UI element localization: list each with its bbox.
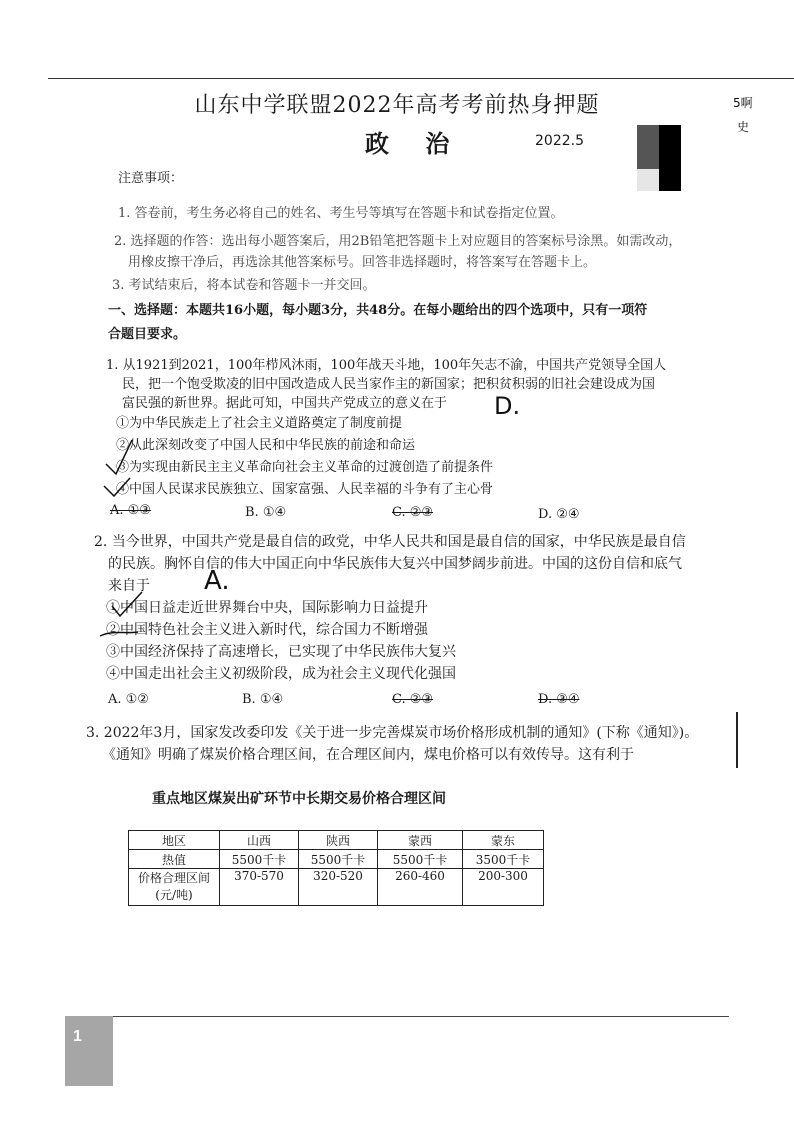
table-cell: 蒙东 bbox=[463, 831, 544, 850]
notice-item: 用橡皮擦干净后，再选涂其他答案标号。回答非选择题时，将答案写在答题卡上。 bbox=[128, 255, 597, 270]
table-row bbox=[129, 869, 544, 906]
q2-stem: 来自于 bbox=[108, 578, 150, 594]
q1-stem: 1. 从1921到2021，100年栉风沐雨，100年战天斗地，100年矢志不渝，中国共产党领导全国人 bbox=[106, 358, 667, 373]
notice-item: 3. 考试结束后，将本试卷和答题卡一并交回。 bbox=[112, 278, 376, 293]
handwritten-answer: D. bbox=[494, 392, 521, 420]
subject-title: 政 治 bbox=[365, 129, 464, 158]
table-cell: 陕西 bbox=[299, 831, 378, 850]
q1-option: ②从此深刻改变了中国人民和中华民族的前途和命运 bbox=[116, 438, 416, 453]
section-heading: 一、选择题：本题共16小题，每小题3分，共48分。在每小题给出的四个选项中，只有一项符 bbox=[108, 303, 648, 318]
q2-choice: A. ①② bbox=[108, 692, 149, 707]
notice-item: 2. 选择题的作答：选出每小题答案后，用2B铅笔把答题卡上对应题目的答案标号涂黑。如需改动， bbox=[114, 234, 682, 249]
q1-option: ③为实现由新民主主义革命向社会主义革命的过渡创造了前提条件 bbox=[116, 460, 494, 475]
q2-stem: 2. 当今世界，中国共产党是最自信的政党，中华人民共和国是最自信的国家，中华民族是最自信 bbox=[94, 534, 686, 550]
exam-title: 山东中学联盟2022年高考考前热身押题 bbox=[194, 93, 600, 118]
q2-option: ①中国日益走近世界舞台中央，国际影响力日益提升 bbox=[106, 600, 428, 616]
q2-option: ③中国经济保持了高速增长，已实现了中华民族伟大复兴 bbox=[106, 644, 456, 660]
q1-choice: C. ②③ bbox=[392, 505, 434, 520]
handwritten-marks bbox=[100, 438, 140, 508]
q2-stem: 的民族。胸怀自信的伟大中国正向中华民族伟大复兴中国梦阔步前进。中国的这份自信和底气 bbox=[108, 556, 682, 572]
price-range-table bbox=[128, 830, 544, 906]
q1-option: ④中国人民谋求民族独立、国家富强、人民幸福的斗争有了主心骨 bbox=[116, 482, 494, 497]
table-header-row bbox=[129, 831, 544, 850]
footer-rule bbox=[65, 1016, 729, 1017]
table-cell: 3500千卡 bbox=[463, 850, 544, 869]
exam-date: 2022.5 bbox=[535, 133, 584, 149]
q1-stem: 民，把一个饱受欺凌的旧中国改造成人民当家作主的新国家；把积贫积弱的旧社会建设成为国 bbox=[122, 377, 656, 392]
table-cell: 地区 bbox=[129, 831, 220, 850]
page-number-box bbox=[65, 1016, 113, 1086]
notice-item: 1. 答卷前，考生务必将自己的姓名、考生号等填写在答题卡和试卷指定位置。 bbox=[118, 206, 564, 221]
q3-stem: 《通知》明确了煤炭价格合理区间，在合理区间内，煤电价格可以有效传导。这有利于 bbox=[102, 747, 634, 763]
margin-mark bbox=[736, 712, 738, 768]
q1-stem: 富民强的新世界。据此可知，中国共产党成立的意义在于 bbox=[122, 396, 448, 411]
scan-marker-blocks bbox=[637, 125, 681, 191]
handwritten-answer: A. bbox=[204, 566, 230, 596]
table-cell: 山西 bbox=[220, 831, 299, 850]
table-cell: 5500千卡 bbox=[378, 850, 463, 869]
table-cell: 370-570 bbox=[220, 869, 299, 906]
table-cell: 320-520 bbox=[299, 869, 378, 906]
table-cell: 热值 bbox=[129, 850, 220, 869]
table-cell bbox=[129, 869, 220, 906]
row-label: 价格合理区间 bbox=[137, 871, 210, 885]
q2-choice: C. ②③ bbox=[392, 692, 434, 707]
notice-heading: 注意事项： bbox=[118, 171, 184, 186]
margin-scribble: 5啊 bbox=[733, 96, 753, 110]
table-cell: 5500千卡 bbox=[220, 850, 299, 869]
handwritten-marks bbox=[98, 590, 148, 654]
margin-scribble: 史 bbox=[737, 120, 750, 134]
section-heading: 合题目要求。 bbox=[108, 327, 187, 342]
q3-stem: 3. 2022年3月，国家发改委印发《关于进一步完善煤炭市场价格形成机制的通知》(下称《通知》)。 bbox=[86, 725, 699, 741]
q2-choice: D. ③④ bbox=[538, 692, 580, 707]
q1-choice: D. ②④ bbox=[538, 507, 580, 522]
table-cell: 200-300 bbox=[463, 869, 544, 906]
table-title: 重点地区煤炭出矿环节中长期交易价格合理区间 bbox=[152, 791, 446, 807]
q1-option: ①为中华民族走上了社会主义道路奠定了制度前提 bbox=[116, 416, 403, 431]
q1-choice: B. ①④ bbox=[245, 505, 287, 520]
row-unit: (元/吨) bbox=[155, 888, 193, 902]
table-cell: 5500千卡 bbox=[299, 850, 378, 869]
q2-option: ②中国特色社会主义进入新时代，综合国力不断增强 bbox=[106, 622, 428, 638]
page-number: 1 bbox=[73, 1028, 82, 1045]
table-row bbox=[129, 850, 544, 869]
table-cell: 蒙西 bbox=[378, 831, 463, 850]
top-rule bbox=[48, 78, 794, 79]
table-cell: 260-460 bbox=[378, 869, 463, 906]
q1-choice: A. ①③ bbox=[110, 503, 151, 518]
q2-option: ④中国走出社会主义初级阶段，成为社会主义现代化强国 bbox=[106, 666, 456, 682]
q2-choice: B. ①④ bbox=[242, 692, 284, 707]
